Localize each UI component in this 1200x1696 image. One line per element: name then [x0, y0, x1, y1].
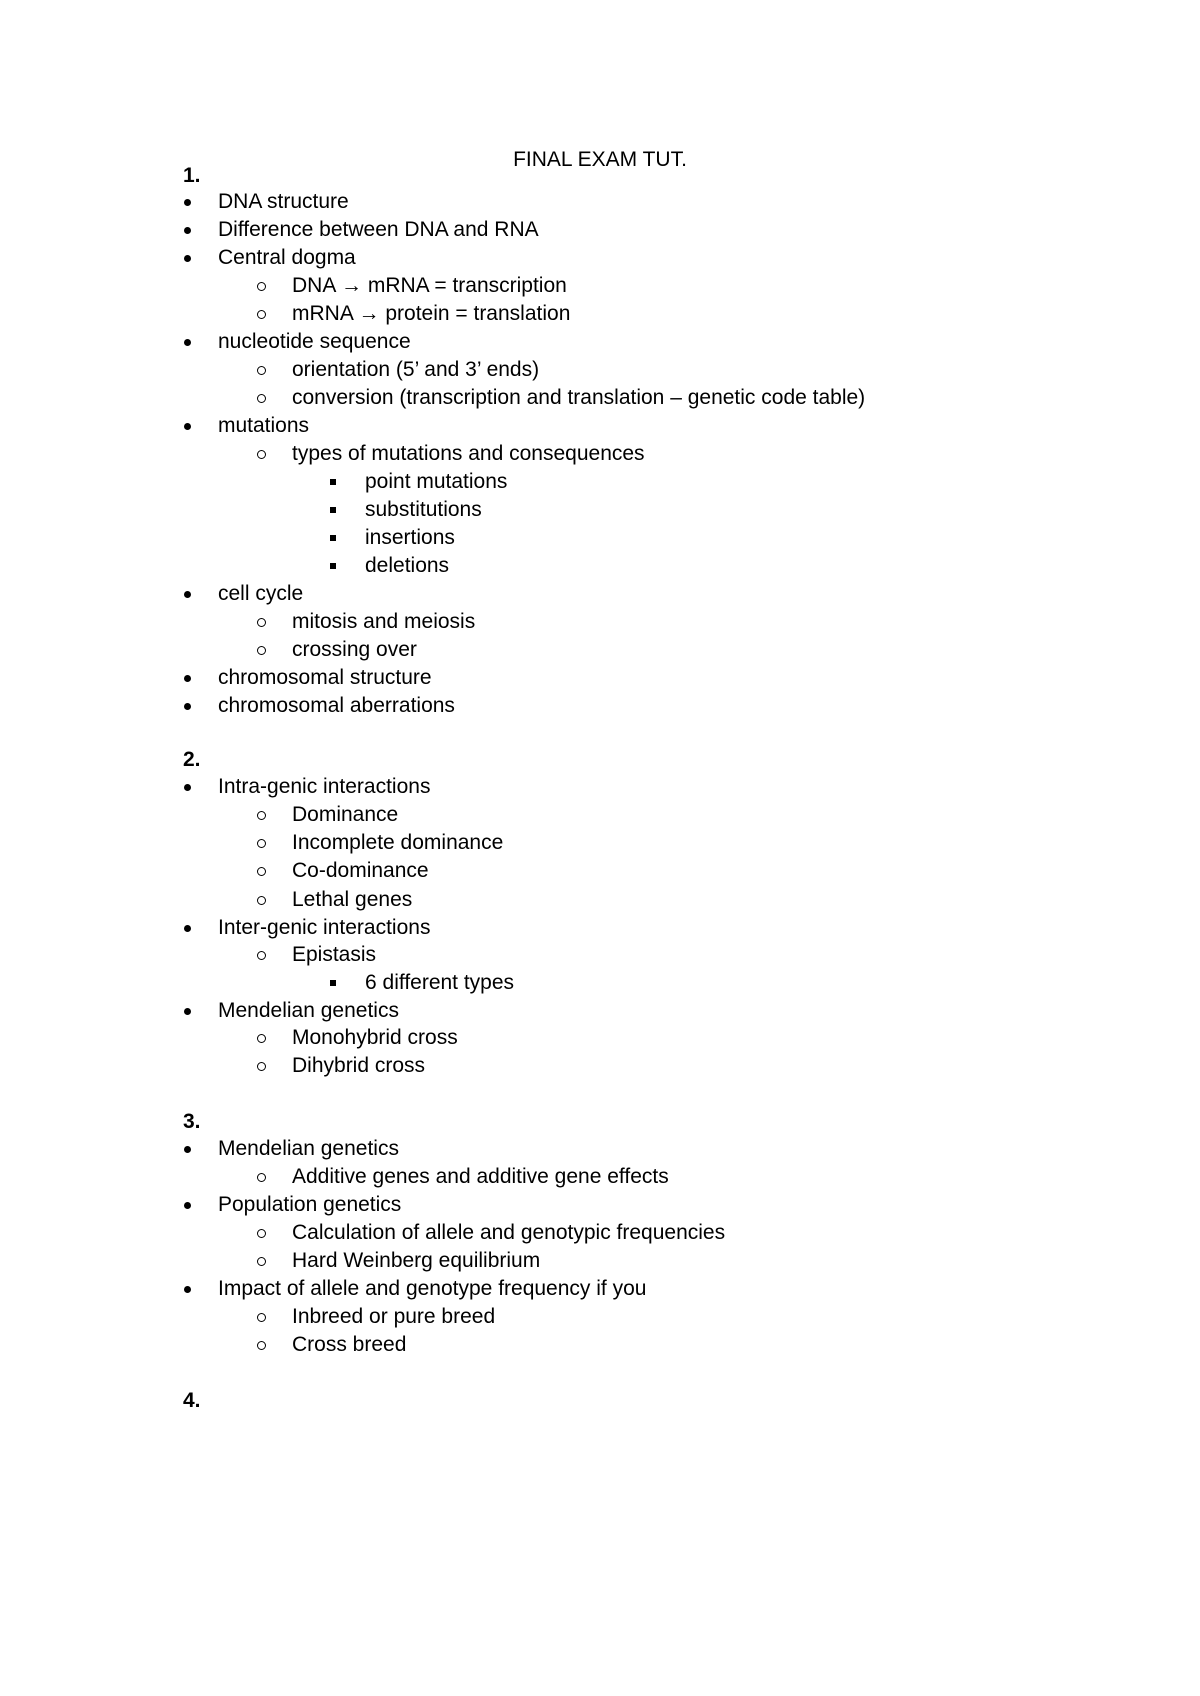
bullet-square-icon [330, 496, 336, 524]
bullet-ring-icon [257, 300, 266, 328]
bullet-square-icon [330, 524, 336, 552]
page-title: FINAL EXAM TUT. [513, 148, 687, 171]
bullet-ring-icon [257, 384, 266, 412]
bullet-dot-icon [184, 997, 191, 1025]
bullet-ring-icon [257, 829, 266, 857]
bullet-ring-icon [257, 608, 266, 636]
bullet-ring-icon [257, 801, 266, 829]
bullet-dot-icon [184, 188, 191, 216]
bullet-square-icon [330, 969, 336, 997]
bullet-dot-icon [184, 244, 191, 272]
bullet-square-icon [330, 468, 336, 496]
bullet-dot-icon [184, 1275, 191, 1303]
bullet-square-icon [330, 552, 336, 580]
bullet-dot-icon [184, 664, 191, 692]
bullet-ring-icon [257, 636, 266, 664]
document-page: FINAL EXAM TUT. 1. DNA structure Difference between DNA and RNA Central dogma DNA → mRNA = transcription mRNA → protein = translation nucleotide sequence orientation (5’ and 3’ ends) conversion (transcription and translation – genetic code table) mutations types of mutations and consequences point mutations substitutions insertions deletions cell cycle mitosis and meiosis crossing over chromosomal structure chromosomal aberrations 2. Intra-genic interactions Dominance Incomplete dominance Co-dominance Lethal genes Inter-genic interactions Epistasis 6 different types Mendelian genetics Monohybrid cross Dihybrid cross 3. Mendelian genetics Additive genes and additive gene effects Population genetics Calculation of allele and genotypic frequencies Hard Weinberg equilibrium Impact of allele and genotype frequency if you Inbreed or pure breed Cross breed 4. [0, 0, 1200, 1696]
bullet-dot-icon [184, 580, 191, 608]
bullet-ring-icon [257, 857, 266, 885]
section-number: 2. [183, 748, 201, 771]
bullet-dot-icon [184, 914, 191, 942]
bullet-dot-icon [184, 1191, 191, 1219]
bullet-dot-icon [184, 328, 191, 356]
section-number: 3. [183, 1110, 201, 1133]
bullet-dot-icon [184, 773, 191, 801]
bullet-ring-icon [257, 1052, 266, 1080]
bullet-ring-icon [257, 1331, 266, 1359]
bullet-ring-icon [257, 1163, 266, 1191]
bullet-ring-icon [257, 440, 266, 468]
section-number: 1. [183, 164, 201, 187]
bullet-ring-icon [257, 1024, 266, 1052]
bullet-ring-icon [257, 1303, 266, 1331]
bullet-ring-icon [257, 941, 266, 969]
bullet-ring-icon [257, 886, 266, 914]
bullet-dot-icon [184, 216, 191, 244]
bullet-ring-icon [257, 1219, 266, 1247]
bullet-ring-icon [257, 356, 266, 384]
section-number: 4. [183, 1389, 201, 1412]
bullet-dot-icon [184, 412, 191, 440]
bullet-dot-icon [184, 692, 191, 720]
bullet-ring-icon [257, 272, 266, 300]
bullet-dot-icon [184, 1135, 191, 1163]
bullet-ring-icon [257, 1247, 266, 1275]
